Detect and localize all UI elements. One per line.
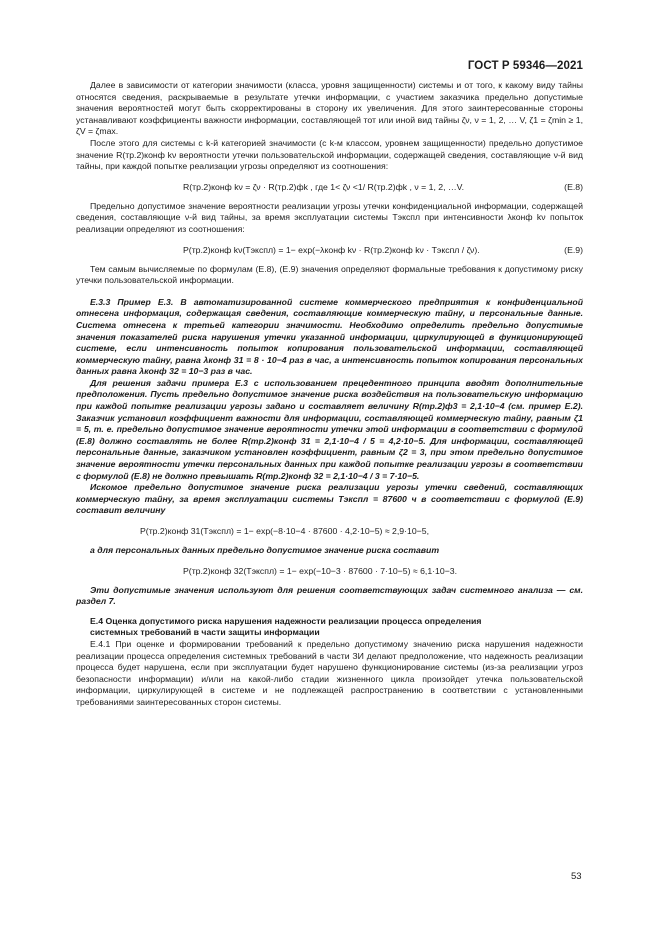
section-heading-line-1: Е.4 Оценка допустимого риска нарушения надежности реализации процесса определения (90, 615, 482, 626)
formula-e8-number: (Е.8) (564, 181, 583, 192)
paragraph-2: После этого для системы с k-й категорией значимости (с k-м классом, уровнем защищенности) предельно допустимое значение R(тр.2)конф kν вероятности утечки пользовательской информации, содержащей сведения, составляющие ν-й вид тайны, при каждой попытке реализации угрозы определяют из соотношения: (76, 137, 583, 172)
formula-risk-32-text: P(тр.2)конф 32(Тэкспл) = 1− exp(−10−3 · 87600 · 7·10−5) ≈ 6,1·10−3. (183, 565, 458, 576)
paragraph-4: Тем самым вычисляемые по формулам (Е.8), (Е.9) значения определяют формальные требования к допустимому риску утечки пользовательской информации. (76, 263, 583, 286)
example-paragraph-1: Е.3.3 Пример Е.3. В автоматизированной системе коммерческого предприятия к конфиденциальной отнесена информация, содержащая сведения, составляющие коммерческую тайну, и персональные данные. Система отнесена к третьей категории значимости. Необходимо определить предельно допустимые значения показателей риска нарушения утечки указанной информации, циркулирующей в функционирующей системе, если интенсивность попыток копирования пользовательской информации, составляющей коммерческую тайну, равна λконф 31 = 8 · 10−4 раз в час, а интенсивность попыток копирования персональных данных равна λконф 32 = 10−3 раз в час. (76, 296, 583, 377)
formula-e9 (76, 244, 583, 256)
page-number: 53 (571, 871, 582, 882)
page-content (76, 80, 583, 709)
paragraph-1: Далее в зависимости от категории значимости (класса, уровня защищенности) системы и от того, к какому виду тайны относятся сведения, раскрываемые в результате утечки информации, с участием заказчика предельно допустимые значения вероятностей могут быть скорректированы в сторону их увеличения. Для этого заинтересованные стороны устанавливают коэффициенты важности информации, составляющей тот или иной вид тайны ζν, ν = 1, 2, … V, ζ1 = ζmin ≥ 1, ζV = ζmax. (76, 80, 583, 137)
formula-e8-text: R(тр.2)конф kν = ζν · R(тр.2)фk , где 1< ζν <1/ R(тр.2)фk , ν = 1, 2, …V. (183, 181, 465, 192)
formula-e9-text: P(тр.2)конф kν(Тэкспл) = 1− exp(−λконф kν · R(тр.2)конф kν · Тэкспл / ζν). (183, 244, 480, 255)
example-paragraph-5: Эти допустимые значения используют для решения соответствующих задач системного анализа — см. раздел 7. (76, 584, 583, 607)
example-paragraph-2: Для решения задачи примера Е.3 с использованием прецедентного принципа вводят дополнительные предположения. Пусть предельно допустимое значение риска воздействия на пользовательскую информацию при каждой попытке реализации угрозы задано и составляет величину R(тр.2)ф3 = 2,1·10−4 (см. пример Е.2). Заказчик установил коэффициент важности для информации, составляющей коммерческую тайну, равным ζ1 = 5, т. е. предельно допустимое значение вероятности утечки этой информации в соответствии с формулой (Е.8) должно составлять не более R(тр.2)конф 31 = 2,1·10−4 / 5 = 4,2·10−5. Для информации, составляющей персональные данные, заказчиком установлен коэффициент, равным ζ2 = 3, при этом предельно допустимое значение вероятности утечки персональных данных при каждой попытке реализации угрозы в соответствии с формулой (Е.8) не должно превышать R(тр.2)конф 32 = 2,1·10−4 / 3 = 7·10−5. (76, 377, 583, 481)
document-code: ГОСТ Р 59346—2021 (467, 60, 583, 72)
example-paragraph-4: а для персональных данных предельно допустимое значение риска составит (90, 545, 440, 555)
section-heading-line-2: системных требований в части защиты информации (90, 627, 320, 638)
example-paragraph-3: Искомое предельно допустимое значение риска реализации угрозы утечки сведений, составляющих коммерческую тайну, за время эксплуатации системы Тэкспл = 87600 ч в соответствии с формулой (Е.9) составит величину (76, 482, 583, 516)
paragraph-3: Предельно допустимое значение вероятности реализации угрозы утечки конфиденциальной информации, содержащей сведения, составляющие ν-й вид тайны, за время эксплуатации системы Тэкспл при интенсивности λконф kν попыток реализации определяют из соотношения: (76, 200, 583, 234)
formula-risk-31-text: P(тр.2)конф 31(Тэкспл) = 1− exp(−8·10−4 · 87600 · 4,2·10−5) ≈ 2,9·10−5, (140, 526, 429, 536)
formula-e8 (76, 181, 583, 193)
formula-risk-31 (76, 525, 583, 537)
formula-e9-number: (Е.9) (564, 244, 583, 255)
formula-risk-32 (76, 565, 583, 577)
paragraph-5: Е.4.1 При оценке и формировании требований к предельно допустимому значению риска нарушения надежности реализации процесса определения системных требований в части ЗИ делают предположение, что надежность реализации процесса будет нарушена, если при эксплуатации будет нарушено функционирование системы (из-за реализации угроз безопасности информации) и/или на какой-либо стадии жизненного цикла произойдет утечка пользовательской информации, циркулирующей в системе и не подлежащей распространению в соответствии с установленными требованиями заинтересованных сторон системы. (76, 638, 583, 707)
